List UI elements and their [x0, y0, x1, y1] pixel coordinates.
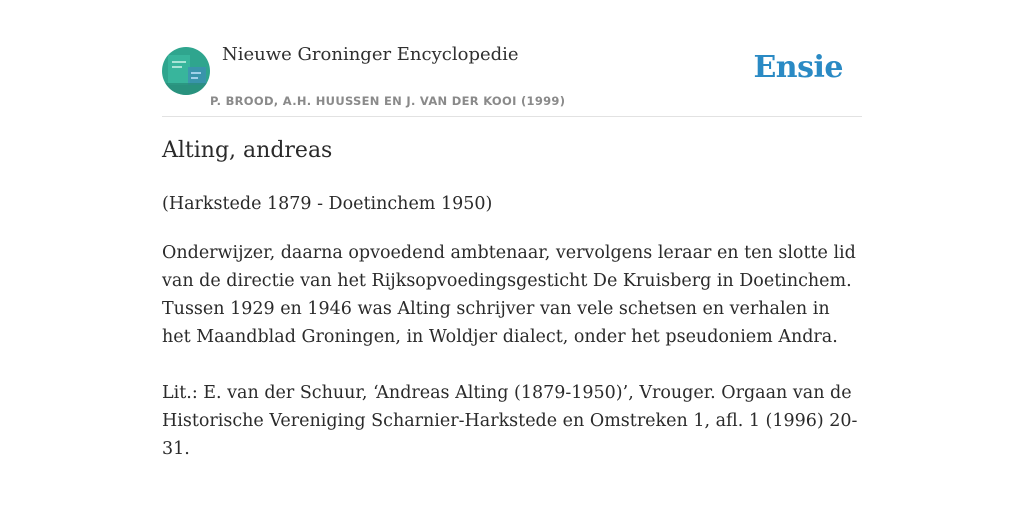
entry-body — [162, 239, 862, 491]
header — [162, 0, 862, 117]
entry-lifespan: (Harkstede 1879 - Doetinchem 1950) — [162, 194, 493, 214]
book-cover-icon[interactable] — [162, 47, 210, 95]
entry-literature: Lit.: E. van der Schuur, ‘Andreas Alting (1879-1950)’, Vrouger. Orgaan van de Historische Vereniging Scharnier-Harkstede en Omstreken 1, afl. 1 (1996) 20-31. — [162, 383, 858, 459]
book-title[interactable]: Nieuwe Groninger Encyclopedie — [222, 44, 519, 65]
page-title: Alting, andreas — [162, 138, 333, 163]
book-authors: P. BROOD, A.H. HUUSSEN EN J. VAN DER KOOI (1999) — [210, 94, 566, 108]
brand-logo[interactable]: Ensie — [753, 50, 843, 85]
entry-paragraph: Onderwijzer, daarna opvoedend ambtenaar, vervolgens leraar en ten slotte lid van de directie van het Rijksopvoedingsgesticht De Kruisberg in Doetinchem. Tussen 1929 en 1946 was Alting schrijver van vele schetsen en verhalen in het Maandblad Groningen, in Woldjer dialect, onder het pseudoniem Andra. — [162, 243, 856, 347]
